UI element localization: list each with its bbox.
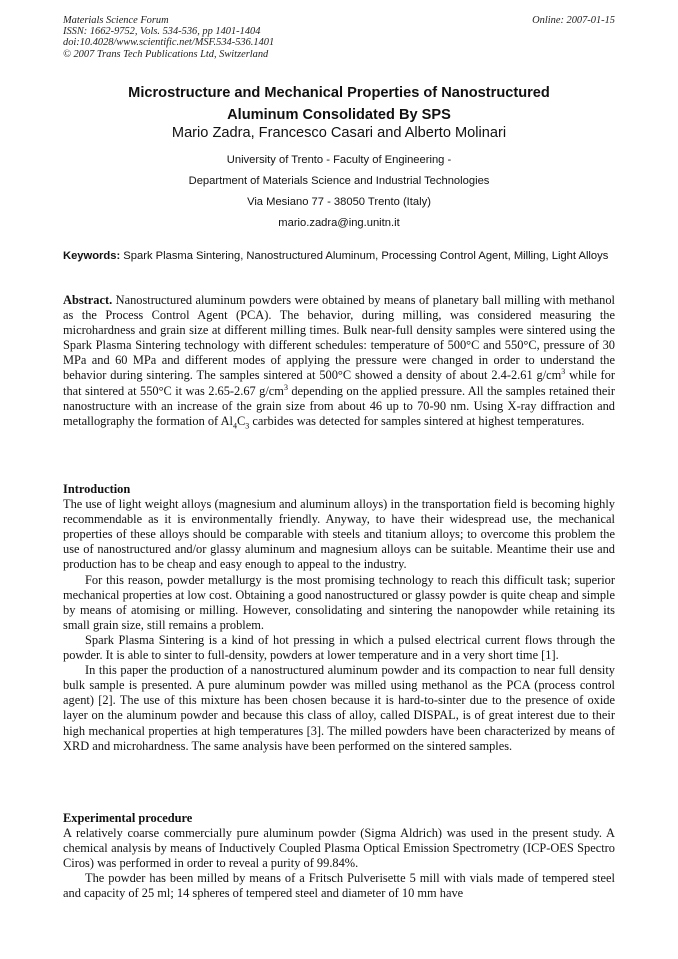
journal-header	[63, 15, 615, 60]
paper-title	[63, 82, 615, 126]
abstract-text-5: carbides was detected for samples sintered at highest temperatures.	[249, 413, 585, 428]
copyright-line: © 2007 Trans Tech Publications Ltd, Switzerland	[63, 48, 269, 60]
experimental-paragraph-2: The powder has been milled by means of a Fritsch Pulverisette 5 mill with vials made of tempered steel and capacity of 25 ml; 14 spheres of tempered steel and diameter of 10 mm have	[63, 871, 615, 901]
introduction-section	[63, 482, 615, 754]
introduction-heading: Introduction	[63, 482, 131, 496]
title-line-2: Aluminum Consolidated By SPS	[227, 107, 451, 123]
issn-line: ISSN: 1662-9752, Vols. 534-536, pp 1401-1404	[63, 26, 261, 38]
introduction-paragraph-3: Spark Plasma Sintering is a kind of hot pressing in which a pulsed electrical current flows through the powder. It is able to sinter to full-density, powders at lower temperature and in a very short time [1].	[63, 632, 615, 663]
online-date: Online: 2007-01-15	[532, 15, 615, 26]
abstract-sup-1: 3	[561, 367, 566, 377]
abstract-text-4: C	[236, 413, 246, 428]
affiliation-department: Department of Materials Science and Industrial Technologies	[188, 175, 490, 187]
experimental-paragraph-1: A relatively coarse commercially pure aluminum powder (Sigma Aldrich) was used in the present study. A chemical analysis by means of Inductively Coupled Plasma Optical Emission Spectrometry (ICP-OES Spectro Ciros) was performed in order to reveal a purity of 99.84%.	[63, 826, 615, 871]
title-line-1: Microstructure and Mechanical Properties of Nanostructured	[128, 85, 550, 101]
abstract-sub-1: 4	[232, 421, 237, 431]
abstract-sub-2: 3	[245, 421, 250, 431]
abstract-text-1: Nanostructured aluminum powders were obtained by means of planetary ball milling with methanol as the Process Control Agent (PCA). The behavior, during milling, was considered measuring the microhardness and grain size at different milling times. Bulk near-full density samples were sintered using the Spark Plasma Sintering technology with different schedules: temperature of 500°C and 550°C, pressure of 30 MPa and 60 MPa and different modes of applying the pressure were changed in order to understand the behavior during sintering. The samples sintered at 500°C showed a density of about 2.4-2.61 g/cm	[63, 293, 615, 383]
keywords	[63, 250, 615, 264]
affiliation	[63, 150, 615, 234]
abstract-label: Abstract.	[63, 293, 113, 307]
journal-name: Materials Science Forum	[63, 15, 169, 26]
authors: Mario Zadra, Francesco Casari and Alberto Molinari	[171, 125, 507, 141]
affiliation-address: Via Mesiano 77 - 38050 Trento (Italy)	[247, 196, 431, 208]
abstract	[63, 293, 615, 429]
abstract-sup-2: 3	[283, 382, 288, 392]
introduction-paragraph-2: For this reason, powder metallurgy is the most promising technology to reach this difficult task; superior mechanical properties at low cost. Obtaining a good nanostructured or glassy powder is quite cheap and simple by means of atomising or milling. However, consolidating and sintering the nanopowder while retaining its small grain size, still remains a problem.	[63, 572, 615, 632]
keywords-text: Spark Plasma Sintering, Nanostructured Aluminum, Processing Control Agent, Milling, Light Alloys	[120, 250, 609, 262]
abstract-text-2: while for that sintered at 550°C it was 2.65-2.67 g/cm	[63, 368, 616, 398]
experimental-heading: Experimental procedure	[63, 811, 193, 825]
introduction-paragraph-4: In this paper the production of a nanostructured aluminum powder and its compaction to near full density bulk sample is presented. A pure aluminum powder was milled using methanol as the PCA (process control agent) [2]. The use of this mixture has been chosen because it is hard-to-sinter due to the presence of oxide layer on the aluminum powder and because this class of alloy, called DISPAL, is of great interest due to their high mechanical properties at high temperatures [3]. The milled powders have been characterized by means of XRD and microhardness. The same analysis have been performed on the sintered samples.	[63, 663, 615, 753]
keywords-label: Keywords:	[63, 250, 121, 262]
affiliation-university: University of Trento - Faculty of Engineering -	[226, 154, 452, 166]
introduction-paragraph-1: The use of light weight alloys (magnesium and aluminum alloys) in the transportation field is becoming highly recommendable as it is environmentally friendly. Anyway, to have their widespread use, the mechanical properties of these alloys should be comparable with steels and titanium alloys; to overcome this problem the use of nanostructured and/or glassy aluminum and magnesium alloys can be suitable. Meantime their use and production has to be cheap and easy enough to appeal to the industry.	[63, 497, 615, 572]
doi-line: doi:10.4028/www.scientific.net/MSF.534-536.1401	[63, 37, 275, 49]
abstract-text-3: depending on the applied pressure. All the samples retained their nanostructure with an increase of the grain size from about 46 up to 70-90 nm. Using X-ray diffraction and metallography the formation of Al	[63, 383, 615, 428]
experimental-section	[63, 811, 615, 902]
author-email: mario.zadra@ing.unitn.it	[278, 217, 400, 229]
